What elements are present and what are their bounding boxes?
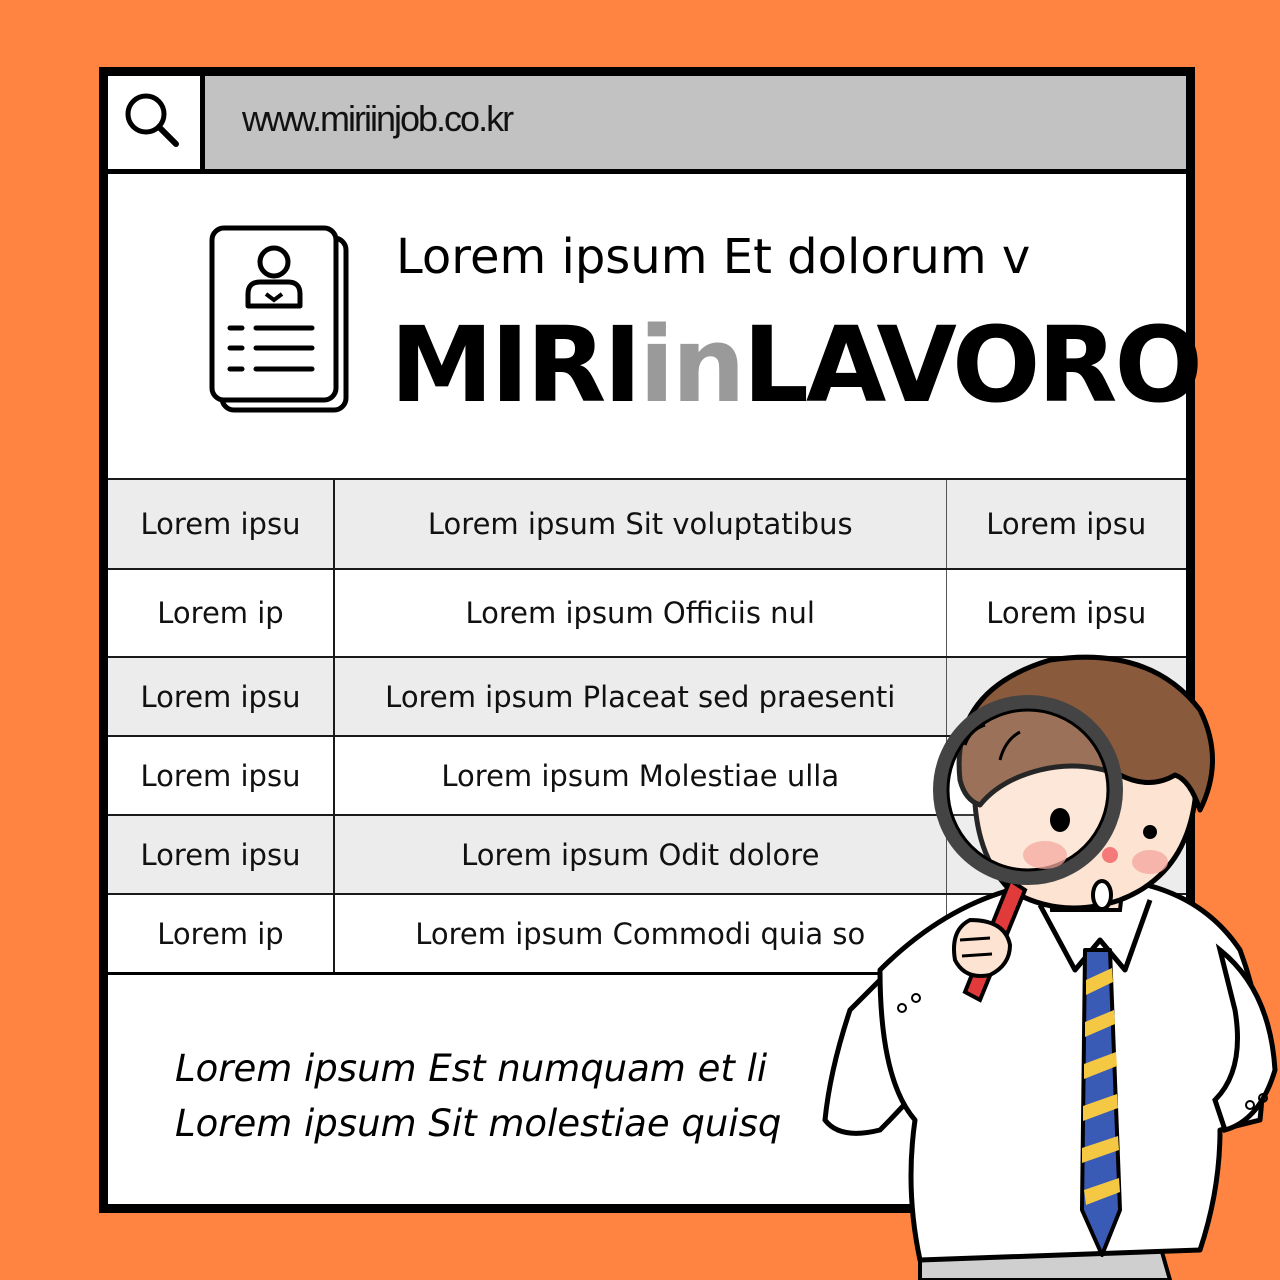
brand-logo-text — [390, 304, 1200, 426]
table-cell: Lorem ipsu — [946, 569, 1186, 657]
url-text[interactable]: www.miriinjob.co.kr — [242, 98, 513, 139]
table-cell: Lorem ipsum Odit dolore — [334, 815, 946, 894]
table-cell: Lorem ipsum Officiis nul — [334, 569, 946, 657]
table-cell: Lorem ipsum Commodi quia so — [334, 894, 946, 974]
detective-character-illustration — [820, 650, 1280, 1280]
table-cell: Lorem ip — [108, 894, 334, 974]
footer-line-2: Lorem ipsum Sit molestiae quisq — [175, 1102, 782, 1145]
address-bar[interactable] — [108, 76, 1186, 174]
search-button[interactable] — [108, 76, 205, 169]
brand-part-in: in — [638, 304, 743, 426]
table-cell: Lorem ipsu — [108, 736, 334, 815]
search-icon — [122, 90, 184, 152]
table-row — [108, 569, 1186, 657]
table-cell: Lorem ip — [108, 569, 334, 657]
footer-text — [175, 1041, 781, 1151]
page-header — [108, 174, 1200, 479]
table-row — [108, 479, 1186, 569]
table-cell: Lorem ipsu — [108, 815, 334, 894]
footer-line-1: Lorem ipsum Est numquam et li — [175, 1047, 768, 1090]
header-subtitle: Lorem ipsum Et dolorum v — [396, 229, 1031, 285]
table-cell: Lorem ipsum Molestiae ulla — [334, 736, 946, 815]
resume-document-icon — [208, 224, 358, 419]
brand-part-miri: MIRI — [390, 304, 639, 426]
table-cell: Lorem ipsum Placeat sed praesenti — [334, 657, 946, 736]
table-cell: Lorem ipsum Sit voluptatibus — [334, 479, 946, 569]
table-cell: Lorem ipsu — [108, 657, 334, 736]
table-cell: Lorem ipsu — [946, 479, 1186, 569]
brand-part-lavoro: LAVORO — [742, 304, 1200, 426]
table-cell: Lorem ipsu — [108, 479, 334, 569]
